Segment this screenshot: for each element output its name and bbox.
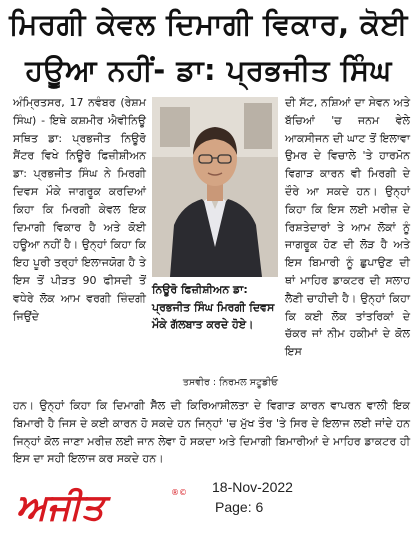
headline-line-2: ਹਊਆ ਨਹੀਂ- ਡਾ: ਪ੍ਰਭਜੀਤ ਸਿੰਘ (25, 53, 392, 87)
article-column-right (285, 94, 410, 361)
registered-mark: ®© (171, 488, 187, 497)
article-column-left (13, 94, 146, 325)
doctor-photo (152, 97, 278, 277)
article-text-left: ਅੰਮ੍ਰਿਤਸਰ, 17 ਨਵੰਬਰ (ਰੇਸ਼ਮ ਸਿੰਘ) - ਇਥੇ ਕਸ਼ਮੀਰ ਐਵੀਨਿਊ ਸਥਿਤ ਡਾ: ਪ੍ਰਭਜੀਤ ਨਿਊਰੋ ਸੈਂਟਰ ਵਿਖੇ ਨਿਊਰੋ ਫਿਜ਼ੀਸ਼ੀਅਨ ਡਾ: ਪ੍ਰਭਜੀਤ ਸਿੰਘ ਨੇ ਮਿਰਗੀ ਦਿਵਸ ਮੌਕੇ ਜਾਗਰੂਕ ਕਰਦਿਆਂ ਕਿਹਾ ਕਿ ਮਿਰਗੀ ਕੇਵਲ ਇਕ ਦਿਮਾਗੀ ਵਿਕਾਰ ਹੈ ਅਤੇ ਕੋਈ ਹਊਆ ਨਹੀਂ ਹੈ। ਉਨ੍ਹਾਂ ਕਿਹਾ ਕਿ ਇਹ ਪੂਰੀ ਤਰ੍ਹਾਂ ਇਲਾਜਯੋਗ ਹੈ ਤੇ ਇਸ ਤੋਂ ਪੀੜਤ 90 ਫੀਸਦੀ ਤੋਂ ਵਧੇਰੇ ਲੋਕ ਆਮ ਵਰਗੀ ਜ਼ਿੰਦਗੀ ਜਿਉਂਦੇ (13, 96, 146, 323)
article-text-right: ਦੀ ਸੱਟ, ਨਸ਼ਿਆਂ ਦਾ ਸੇਵਨ ਅਤੇ ਬੱਚਿਆਂ 'ਚ ਜਨਮ ਵੇਲੇ ਆਕਸੀਜਨ ਦੀ ਘਾਟ ਤੋਂ ਇਲਾਵਾ ਉਮਰ ਦੇ ਵਿਚਾਲੇ 'ਤੇ ਹਾਰਮੋਨ ਵਿਗਾੜ ਕਾਰਨ ਵੀ ਮਿਰਗੀ ਦੇ ਦੌਰੇ ਆ ਸਕਦੇ ਹਨ। ਉਨ੍ਹਾਂ ਕਿਹਾ ਕਿ ਇਸ ਲਈ ਮਰੀਜ਼ ਦੇ ਰਿਸ਼ਤੇਦਾਰਾਂ ਤੇ ਆਮ ਲੋਕਾਂ ਨੂੰ ਜਾਗਰੂਕ ਹੋਣ ਦੀ ਲੋੜ ਹੈ ਅਤੇ ਇਸ ਬਿਮਾਰੀ ਨੂੰ ਛੁਪਾਉਣ ਦੀ ਥਾਂ ਮਾਹਿਰ ਡਾਕਟਰ ਦੀ ਸਲਾਹ ਲੈਣੀ ਚਾਹੀਦੀ ਹੈ। ਉਨ੍ਹਾਂ ਕਿਹਾ ਕਿ ਕਈ ਲੋਕ ਤਾਂਤਰਿਕਾਂ ਦੇ ਚੱਕਰ ਜਾਂ ਨੀਮ ਹਕੀਮਾਂ ਦੇ ਕੋਲ ਇਸ (285, 96, 410, 359)
newspaper-logo: ਅਜੀਤ (16, 486, 105, 528)
page-number: Page: 6 (215, 499, 264, 515)
photo-credit: ਤਸਵੀਰ : ਨਿਰਮਲ ਸਟੂਡੀਓ (182, 377, 278, 388)
photo-caption: ਨਿਊਰੋ ਫਿਜ਼ੀਸ਼ੀਅਨ ਡਾ: ਪ੍ਰਭਜੀਤ ਸਿੰਘ ਮਿਰਗੀ ਦਿਵਸ ਮੌਕੇ ਗੱਲਬਾਤ ਕਰਦੇ ਹੋਏ। (152, 283, 275, 331)
article-column-bottom (13, 397, 410, 468)
article-text-bottom: ਹਨ। ਉਨ੍ਹਾਂ ਕਿਹਾ ਕਿ ਦਿਮਾਗੀ ਸੈੱਲ ਦੀ ਕਿਰਿਆਸ਼ੀਲਤਾ ਦੇ ਵਿਗਾੜ ਕਾਰਨ ਵਾਪਰਨ ਵਾਲੀ ਇਕ ਬਿਮਾਰੀ ਹੈ ਜਿਸ ਦੇ ਕਈ ਕਾਰਨ ਹੋ ਸਕਦੇ ਹਨ ਜਿਨ੍ਹਾਂ 'ਚ ਮੁੱਖ ਤੌਰ 'ਤੇ ਸਿਰ ਦੇ ਇਲਾਜ ਲਈ ਜਾਂਦੇ ਹਨ ਜਿਨ੍ਹਾਂ ਕੋਲ ਜਾਣਾ ਮਰੀਜ਼ ਲਈ ਜਾਨ ਲੇਵਾ ਹੋ ਸਕਦਾ ਅਤੇ ਦਿਮਾਗੀ ਬਿਮਾਰੀਆਂ ਦੇ ਮਾਹਿਰ ਡਾਕਟਰ ਹੀ ਇਸ ਦਾ ਸਹੀ ਇਲਾਜ ਕਰ ਸਕਦੇ ਹਨ। (13, 399, 410, 466)
doctor-portrait-image (152, 97, 278, 277)
headline-line-1: ਮਿਰਗੀ ਕੇਵਲ ਦਿਮਾਗੀ ਵਿਕਾਰ, ਕੋਈ (9, 7, 408, 41)
publication-date: 18-Nov-2022 (212, 479, 293, 495)
